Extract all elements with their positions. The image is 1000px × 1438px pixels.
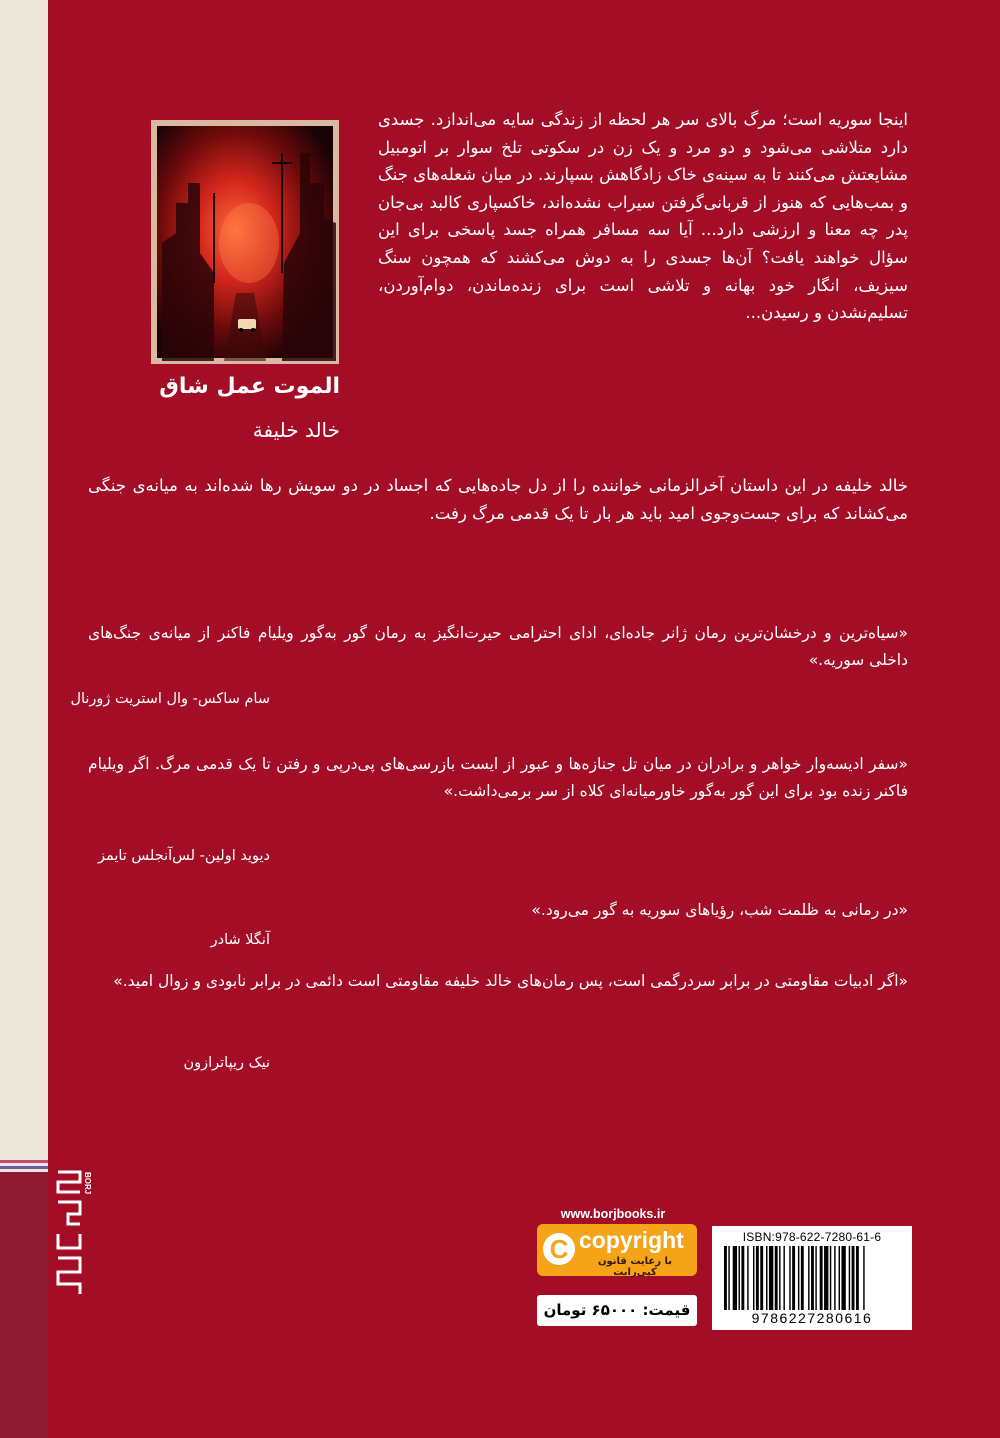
barcode-bar	[852, 1246, 855, 1310]
publisher-logo-text: BORJ	[83, 1172, 92, 1195]
quote-source-2: دیوید اولین- لس‌آنجلس تایمز	[97, 848, 270, 864]
front-cover-thumbnail	[153, 122, 337, 362]
barcode-bar	[741, 1246, 744, 1310]
quote-text: «سفر ادیسه‌وار خواهر و برادران در میان تل جنازه‌ها و عبور از ایست بازرسی‌های پی‌درپی و رفتن تا یک قدمی مرگ. اگر ویلیام فاکنر زنده بود برای این گور به‌گور خاورمیانه‌ای کلاه از سر برمی‌داشت.»	[88, 755, 908, 800]
barcode-bar	[863, 1246, 864, 1310]
quote-text: «سیاه‌ترین و درخشان‌ترین رمان ژانر جاده‌ای، ادای احترامی حیرت‌انگیز به رمان گور به‌گور ویلیام فاکنر از میانه‌ی جنگ‌های داخلی سوریه.»	[88, 624, 908, 669]
barcode-bar	[856, 1246, 859, 1310]
barcode-bar	[815, 1246, 816, 1310]
barcode-bar	[756, 1246, 759, 1310]
barcode-bar	[747, 1246, 748, 1310]
barcode-bar	[820, 1246, 823, 1310]
review-quote-3	[88, 897, 908, 924]
barcode-bar	[760, 1246, 763, 1310]
barcode-bar	[808, 1246, 809, 1310]
copyright-word: copyright	[579, 1227, 684, 1253]
barcode-bar	[739, 1246, 740, 1310]
blurb-top	[378, 106, 908, 327]
barcode-bar	[841, 1246, 845, 1310]
publisher-logo	[54, 1168, 92, 1298]
barcode-bar	[789, 1246, 790, 1310]
spine-stripe-pink	[0, 1160, 48, 1163]
spine-stripe-purple	[0, 1166, 48, 1169]
barcode-bar	[798, 1246, 799, 1310]
barcode-bar	[830, 1246, 831, 1310]
barcode-bar	[824, 1246, 828, 1310]
quote-source-1: سام ساکس- وال استریت ژورنال	[70, 691, 270, 707]
barcode-bar	[733, 1246, 737, 1310]
barcode-number: 9786227280616	[751, 1310, 873, 1326]
barcode-bar	[839, 1246, 840, 1310]
quote-text: «در رمانی به ظلمت شب، رؤیاهای سوریه به گور می‌رود.»	[531, 901, 908, 919]
publisher-url: www.borjbooks.ir	[560, 1207, 666, 1221]
spine-lower-band	[0, 1172, 48, 1438]
barcode-bar	[775, 1246, 778, 1310]
barcode-bars	[722, 1246, 902, 1310]
barcode-bar	[728, 1246, 729, 1310]
barcode-bar	[769, 1246, 773, 1310]
barcode-bar	[779, 1246, 780, 1310]
barcode-bar	[811, 1246, 814, 1310]
barcode-bar	[801, 1246, 804, 1310]
blurb-top-text: اینجا سوریه است؛ مرگ بالای سر هر لحظه از زندگی سایه می‌اندازد. جسدی دارد متلاشی می‌شود و دو مرد و یک زن در سکوتی تلخ سوار بر اتومبیل مشایعتش می‌کنند تا به سینه‌ی خاک زادگاهش بسپارند. در میان شعله‌های جنگ و بمب‌هایی که هنوز از قربانی‌گرفتن سیراب نشده‌اند، خاکسپاری کالبد بی‌جان پدر چه معنا و ارزشی دارد... آیا سه مسافر همراه جسد پاسخی برای این سؤال خواهند یافت؟ آن‌ها جسدی را به دوش می‌کشند که همچون سنگ سیزیف، انگار خود بهانه و تلاشی است برای زنده‌ماندن، دوام‌آوردن، تسلیم‌نشدن و رسیدن...	[378, 110, 908, 323]
isbn-label: ISBN:978-622-7280-61-6	[742, 1230, 882, 1244]
review-quote-2	[88, 751, 908, 805]
isbn-barcode-block	[712, 1226, 912, 1330]
barcode-bar	[834, 1246, 835, 1310]
blurb-bottom	[88, 472, 908, 527]
blurb-bottom-text: خالد خلیفه در این داستان آخرالزمانی خواننده را از دل جاده‌هایی که اجساد در دو سویش رها شده‌اند به میانه‌ی جنگی می‌کشاند که برای جست‌وجوی امید باید هر بار تا یک قدمی مرگ رفت.	[88, 476, 908, 523]
barcode-bar	[724, 1246, 727, 1310]
quote-text: «اگر ادبیات مقاومتی در برابر سردرگمی است، پس رمان‌های خالد خلیفه مقاومتی است دائمی در برابر نابودی و زوال امید.»	[113, 972, 908, 990]
review-quote-1	[88, 620, 908, 674]
copyright-note: با رعایت قانون کپی‌رایت	[597, 1256, 673, 1278]
barcode-bar	[849, 1246, 850, 1310]
copyright-icon: C	[543, 1233, 575, 1265]
quote-source-4: نیک ریپاترازون	[183, 1055, 270, 1071]
barcode-bar	[766, 1246, 767, 1310]
book-title: الموت عمل شاق	[159, 374, 340, 399]
book-author: خالد خلیفة	[252, 418, 340, 442]
barcode-bar	[753, 1246, 754, 1310]
review-quote-4	[88, 968, 908, 995]
copyright-badge	[537, 1224, 697, 1276]
quote-source-3: آنگلا شادر	[210, 932, 270, 948]
price-label: قیمت: ۶۵۰۰۰ تومان	[537, 1295, 697, 1326]
barcode-bar	[792, 1246, 795, 1310]
barcode-bar	[783, 1246, 784, 1310]
